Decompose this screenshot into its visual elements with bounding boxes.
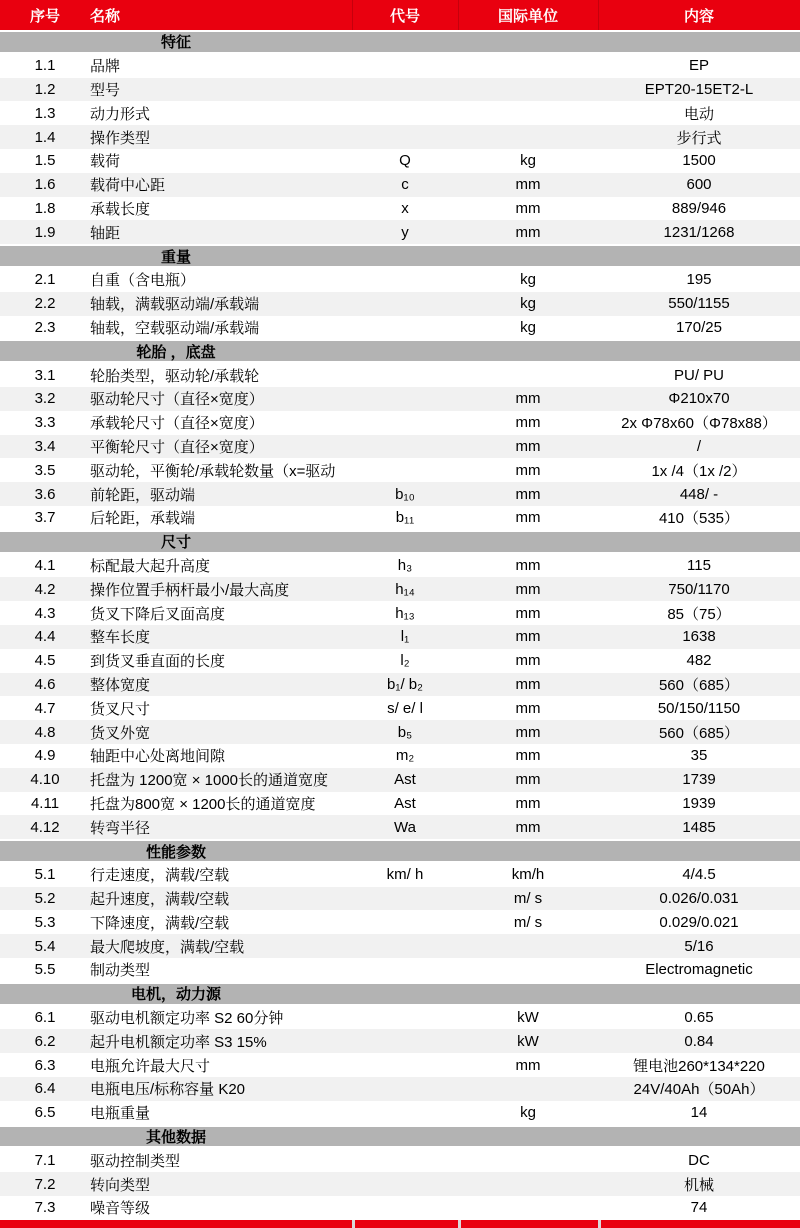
section-header: [0, 30, 800, 54]
spec-row: [0, 649, 800, 673]
row-value: 560（685）: [658, 676, 740, 694]
row-unit: kg: [520, 295, 536, 313]
row-unit: mm: [515, 794, 541, 812]
spec-row: [0, 1172, 800, 1196]
spec-row: [0, 435, 800, 459]
row-value: EPT20-15ET2-L: [644, 80, 754, 98]
row-index: 1.4: [34, 128, 56, 146]
spec-row: [0, 934, 800, 958]
row-unit: mm: [515, 414, 541, 432]
row-value: 14: [690, 1104, 708, 1122]
spec-row: [0, 1196, 800, 1220]
row-unit: mm: [515, 485, 541, 503]
row-index: 1.6: [34, 176, 56, 194]
row-index: 4.10: [30, 771, 60, 789]
row-unit: kg: [520, 1104, 536, 1122]
row-value: 机械: [683, 1176, 714, 1194]
row-index: 4.1: [34, 556, 56, 574]
row-index: 4.2: [34, 580, 56, 598]
row-unit: mm: [515, 675, 541, 693]
row-unit: mm: [515, 437, 541, 455]
header-divider: [458, 0, 459, 30]
spec-row: [0, 958, 800, 982]
row-name: 驱动电机额定功率 S2 60分钟: [90, 1010, 284, 1028]
row-index: 4.9: [34, 747, 56, 765]
row-name: 驱动控制类型: [90, 1152, 181, 1170]
spec-row: [0, 411, 800, 435]
row-index: 3.1: [34, 366, 56, 384]
row-unit: mm: [515, 818, 541, 836]
row-index: 2.2: [34, 295, 56, 313]
row-name: 行走速度，满载/空载: [90, 867, 230, 885]
row-value: 35: [690, 747, 708, 765]
spec-row: [0, 149, 800, 173]
row-name: 整车长度: [90, 629, 151, 647]
section-title: 电机，动力源: [130, 986, 221, 1004]
spec-row: [0, 506, 800, 530]
spec-row: [0, 316, 800, 340]
col-header-index: 序号: [29, 7, 60, 25]
section-title: 特征: [160, 34, 191, 52]
row-code: h₃: [397, 556, 413, 574]
section-header: [0, 339, 800, 363]
col-header-name: 名称: [90, 7, 121, 25]
row-value: 1739: [682, 771, 716, 789]
spec-row: [0, 720, 800, 744]
row-unit: mm: [515, 771, 541, 789]
spec-row: [0, 458, 800, 482]
row-name: 轮胎类型，驱动轮/承载轮: [90, 367, 260, 385]
row-code: c: [401, 176, 409, 194]
spec-row: [0, 101, 800, 125]
row-name: 货叉下降后叉面高度: [90, 605, 226, 623]
row-index: 2.3: [34, 318, 56, 336]
row-name: 轴距中心处离地间隙: [90, 748, 226, 766]
row-unit: mm: [515, 390, 541, 408]
row-unit: mm: [515, 580, 541, 598]
spec-row: [0, 768, 800, 792]
row-name: 整体宽度: [90, 676, 151, 694]
row-index: 1.8: [34, 199, 56, 217]
row-name: 最大爬坡度，满载/空载: [90, 938, 245, 956]
row-unit: mm: [515, 604, 541, 622]
row-index: 4.11: [30, 794, 60, 812]
row-code: Wa: [394, 818, 416, 836]
row-unit: mm: [515, 199, 541, 217]
spec-row: [0, 1101, 800, 1125]
col-header-unit: 国际单位: [497, 7, 558, 25]
row-value: 0.65: [684, 1009, 714, 1027]
row-index: 5.3: [34, 913, 56, 931]
row-value: 50/150/1150: [657, 699, 741, 717]
row-name: 起升电机额定功率 S3 15%: [90, 1033, 267, 1051]
row-name: 转弯半径: [90, 819, 151, 837]
row-value: 0.026/0.031: [659, 890, 739, 908]
row-name: 操作类型: [90, 129, 151, 147]
row-value: 115: [687, 556, 711, 574]
row-name: 载荷: [90, 153, 121, 171]
spec-row: [0, 220, 800, 244]
row-unit: mm: [515, 223, 541, 241]
row-index: 6.3: [34, 1056, 56, 1074]
row-unit: kg: [520, 152, 536, 170]
footer-bar: [0, 1220, 800, 1228]
header-divider: [598, 0, 599, 30]
row-name: 到货叉垂直面的长度: [90, 653, 226, 671]
row-code: y: [401, 223, 409, 241]
row-name: 制动类型: [90, 962, 151, 980]
table-header-row: [0, 0, 800, 30]
footer-divider: [458, 1220, 461, 1228]
section-title: 性能参数: [145, 843, 206, 861]
row-name: 操作位置手柄杆最小/最大高度: [90, 581, 290, 599]
row-name: 承载长度: [90, 200, 151, 218]
row-index: 6.4: [34, 1080, 56, 1098]
row-value: /: [696, 437, 702, 455]
section-header: [0, 839, 800, 863]
row-unit: mm: [515, 1056, 541, 1074]
row-value: 5/16: [684, 937, 714, 955]
row-unit: mm: [515, 509, 541, 527]
header-divider: [352, 0, 353, 30]
row-value: 482: [686, 652, 712, 670]
row-code: x: [401, 199, 409, 217]
row-name: 自重（含电瓶）: [90, 272, 196, 290]
row-index: 4.7: [34, 699, 56, 717]
row-unit: km/h: [511, 866, 545, 884]
row-index: 1.2: [34, 80, 56, 98]
row-code: b₅: [397, 723, 413, 741]
row-value: 4/4.5: [682, 866, 716, 884]
row-name: 驱动轮，平衡轮/承载轮数量（x=驱动: [90, 462, 336, 480]
row-index: 3.7: [34, 509, 56, 527]
row-index: 3.6: [34, 485, 56, 503]
row-value: EP: [688, 57, 709, 75]
row-name: 电瓶允许最大尺寸: [90, 1057, 211, 1075]
row-index: 4.12: [30, 818, 60, 836]
row-index: 5.1: [34, 866, 56, 884]
row-unit: kg: [520, 318, 536, 336]
table-body: [0, 30, 800, 1220]
row-code: h₁₃: [395, 604, 415, 622]
row-index: 3.4: [34, 437, 56, 455]
row-value: Φ210x70: [668, 390, 730, 408]
row-code: l₁: [400, 628, 410, 646]
row-name: 轴载，空载驱动端/承载端: [90, 319, 260, 337]
row-index: 6.1: [34, 1009, 56, 1027]
row-index: 6.5: [34, 1104, 56, 1122]
row-index: 3.2: [34, 390, 56, 408]
row-index: 4.5: [34, 652, 56, 670]
row-name: 后轮距，承载端: [90, 510, 196, 528]
row-name: 载荷中心距: [90, 177, 166, 195]
spec-row: [0, 601, 800, 625]
row-name: 起升速度，满载/空载: [90, 891, 230, 909]
row-name: 承载轮尺寸（直径×宽度）: [90, 415, 264, 433]
spec-row: [0, 363, 800, 387]
row-index: 3.5: [34, 461, 56, 479]
row-index: 7.2: [34, 1175, 56, 1193]
row-value: 1939: [682, 794, 716, 812]
row-value: 85（75）: [667, 605, 731, 623]
row-index: 1.9: [34, 223, 56, 241]
row-index: 4.6: [34, 675, 56, 693]
row-index: 1.3: [34, 104, 56, 122]
row-name: 电瓶电压/标称容量 K20: [90, 1081, 246, 1099]
row-unit: mm: [515, 176, 541, 194]
spec-row: [0, 292, 800, 316]
row-name: 品牌: [90, 58, 121, 76]
row-name: 轴距: [90, 224, 121, 242]
spec-row: [0, 673, 800, 697]
spec-row: [0, 696, 800, 720]
row-value: DC: [688, 1151, 710, 1169]
col-header-content: 内容: [683, 7, 714, 25]
section-title: 其他数据: [145, 1129, 206, 1147]
row-index: 4.3: [34, 604, 56, 622]
row-value: 步行式: [676, 129, 722, 147]
row-value: 448/ -: [679, 485, 719, 503]
spec-row: [0, 815, 800, 839]
row-unit: kg: [520, 271, 536, 289]
row-value: 1500: [682, 152, 716, 170]
section-title: 重量: [160, 248, 191, 266]
row-unit: mm: [515, 699, 541, 717]
row-name: 型号: [90, 81, 121, 99]
row-unit: mm: [515, 556, 541, 574]
row-value: Electromagnetic: [645, 961, 753, 979]
row-value: 24V/40Ah（50Ah）: [633, 1081, 765, 1099]
row-value: 2x Φ78x60（Φ78x88）: [621, 415, 777, 433]
row-value: 1231/1268: [663, 223, 735, 241]
row-index: 3.3: [34, 414, 56, 432]
row-unit: mm: [515, 461, 541, 479]
row-unit: mm: [515, 652, 541, 670]
row-code: Ast: [394, 794, 416, 812]
row-value: 1485: [682, 818, 716, 836]
row-code: l₂: [400, 652, 410, 670]
row-name: 电瓶重量: [90, 1105, 151, 1123]
row-index: 4.4: [34, 628, 56, 646]
row-code: Q: [399, 152, 411, 170]
row-name: 托盘为 1200宽 × 1000长的通道宽度: [90, 772, 329, 790]
spec-row: [0, 1148, 800, 1172]
row-value: 889/946: [671, 199, 727, 217]
row-value: 1638: [682, 628, 716, 646]
row-name: 转向类型: [90, 1176, 151, 1194]
row-code: Ast: [394, 771, 416, 789]
spec-row: [0, 1077, 800, 1101]
spec-row: [0, 910, 800, 934]
spec-row: [0, 887, 800, 911]
spec-row: [0, 482, 800, 506]
footer-divider: [598, 1220, 601, 1228]
row-unit: mm: [515, 628, 541, 646]
row-value: 1x /4（1x /2）: [651, 462, 747, 480]
row-index: 1.5: [34, 152, 56, 170]
row-code: b₁₁: [395, 509, 415, 527]
row-unit: kW: [517, 1009, 539, 1027]
row-unit: m/ s: [513, 890, 543, 908]
row-name: 标配最大起升高度: [90, 557, 211, 575]
col-header-code: 代号: [389, 7, 420, 25]
row-name: 噪音等级: [90, 1200, 151, 1218]
section-header: [0, 1125, 800, 1149]
section-title: 尺寸: [160, 534, 191, 552]
row-index: 7.1: [34, 1151, 56, 1169]
row-name: 动力形式: [90, 105, 151, 123]
spec-row: [0, 1029, 800, 1053]
row-value: 170/25: [676, 318, 722, 336]
row-value: 0.029/0.021: [659, 913, 739, 931]
row-unit: mm: [515, 723, 541, 741]
row-value: 74: [690, 1199, 708, 1217]
row-name: 托盘为800宽 × 1200长的通道宽度: [90, 795, 316, 813]
row-value: 电动: [683, 105, 714, 123]
row-code: b₁₀: [395, 485, 415, 503]
row-index: 5.2: [34, 890, 56, 908]
spec-row: [0, 625, 800, 649]
row-unit: mm: [515, 747, 541, 765]
row-value: 600: [686, 176, 712, 194]
spec-row: [0, 268, 800, 292]
row-name: 货叉尺寸: [90, 700, 151, 718]
spec-row: [0, 744, 800, 768]
row-index: 6.2: [34, 1032, 56, 1050]
spec-row: [0, 78, 800, 102]
section-header: [0, 982, 800, 1006]
row-value: 750/1170: [668, 580, 730, 598]
row-value: PU/ PU: [673, 366, 724, 384]
row-index: 7.3: [34, 1199, 56, 1217]
row-value: 0.84: [684, 1032, 714, 1050]
row-value: 560（685）: [658, 724, 740, 742]
spec-row: [0, 173, 800, 197]
row-unit: m/ s: [513, 913, 543, 931]
row-code: km/ h: [386, 866, 424, 884]
footer-divider: [352, 1220, 355, 1228]
row-name: 前轮距，驱动端: [90, 486, 196, 504]
row-code: m₂: [395, 747, 415, 765]
row-index: 5.4: [34, 937, 56, 955]
section-title: 轮胎 ，底盘: [136, 343, 216, 361]
spec-row: [0, 792, 800, 816]
row-code: h₁₄: [395, 580, 415, 598]
row-code: s/ e/ l: [387, 699, 423, 717]
spec-row: [0, 54, 800, 78]
row-index: 1.1: [34, 57, 56, 75]
section-header: [0, 530, 800, 554]
spec-row: [0, 1006, 800, 1030]
spec-row: [0, 197, 800, 221]
row-value: 410（535）: [658, 510, 740, 528]
spec-row: [0, 863, 800, 887]
spec-row: [0, 554, 800, 578]
section-header: [0, 244, 800, 268]
row-name: 货叉外宽: [90, 724, 151, 742]
spec-row: [0, 125, 800, 149]
row-index: 5.5: [34, 961, 56, 979]
spec-row: [0, 577, 800, 601]
row-name: 平衡轮尺寸（直径×宽度）: [90, 438, 264, 456]
row-index: 2.1: [34, 271, 56, 289]
row-unit: kW: [517, 1032, 539, 1050]
row-code: b₁/ b₂: [387, 675, 423, 693]
row-name: 下降速度，满载/空载: [90, 914, 230, 932]
row-index: 4.8: [34, 723, 56, 741]
row-value: 550/1155: [668, 295, 730, 313]
spec-row: [0, 1053, 800, 1077]
row-value: 锂电池260*134*220: [633, 1057, 765, 1075]
row-value: 195: [686, 271, 712, 289]
row-name: 驱动轮尺寸（直径×宽度）: [90, 391, 264, 409]
spec-row: [0, 387, 800, 411]
row-name: 轴载，满载驱动端/承载端: [90, 296, 260, 314]
